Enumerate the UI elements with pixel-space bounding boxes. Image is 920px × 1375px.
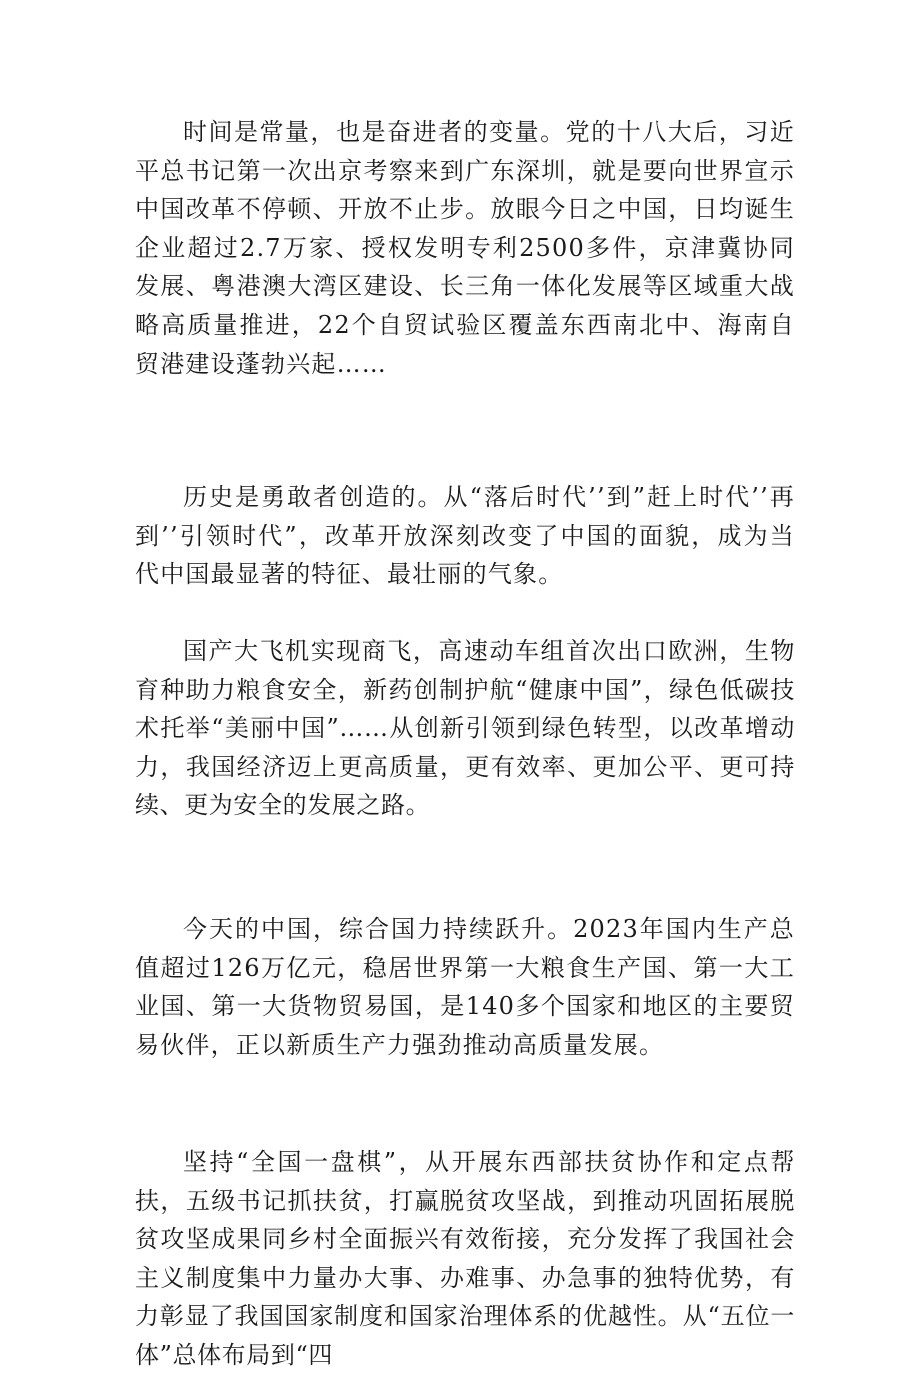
paragraph-reform-progress: 时间是常量，也是奋进者的变量。党的十八大后，习近平总书记第一次出京考察来到广东深圳，就是要向世界宣示中国改革不停顿、开放不止步。放眼今日之中国，日均诞生企业超过2.7万家、授权发明专利2500多件，京津冀协同发展、粤港澳大湾区建设、长三角一体化发展等区域重大战略高质量推进，22个自贸试验区覆盖东西南北中、海南自贸港建设蓬勃兴起……	[135, 118, 795, 378]
paragraph-history-courage: 历史是勇敢者创造的。从“落后时代’’到”赶上时代’’再到’’引领时代”，改革开放深刻改变了中国的面貌，成为当代中国最显著的特征、最壮丽的气象。	[135, 483, 795, 589]
paragraph-innovation: 国产大飞机实现商飞，高速动车组首次出口欧洲，生物育种助力粮食安全，新药创制护航“健康中国”，绿色低碳技术托举“美丽中国”……从创新引领到绿色转型，以改革增动力，我国经济迈上更高质量，更有效率、更加公平、更可持续、更为安全的发展之路。	[135, 637, 795, 820]
paragraph-national-strength: 今天的中国，综合国力持续跃升。2023年国内生产总值超过126万亿元，稳居世界第一大粮食生产国、第一大工业国、第一大货物贸易国，是140多个国家和地区的主要贸易伙伴，正以新质生产力强劲推动高质量发展。	[135, 915, 795, 1059]
paragraph-whole-nation: 坚持“全国一盘棋”，从开展东西部扶贫协作和定点帮扶，五级书记抓扶贫，打赢脱贫攻坚战，到推动巩固拓展脱贫攻坚成果同乡村全面振兴有效衔接，充分发挥了我国社会主义制度集中力量办大事、办难事、办急事的独特优势，有力彰显了我国国家制度和国家治理体系的优越性。从“五位一体”总体布局到“四	[135, 1148, 795, 1369]
